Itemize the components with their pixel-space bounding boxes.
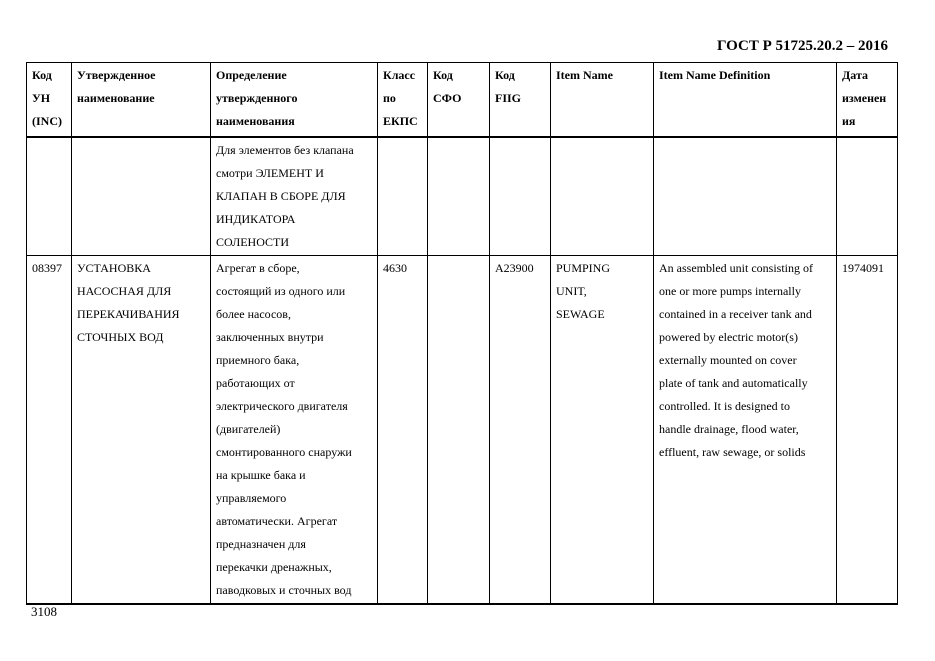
cell-approved-name: УСТАНОВКА НАСОСНАЯ ДЛЯ ПЕРЕКАЧИВАНИЯ СТОЧНЫХ ВОД [72, 256, 211, 605]
cell-item-name: PUMPING UNIT, SEWAGE [551, 256, 654, 605]
header-approved-name: Утвержденное наименование [72, 63, 211, 137]
cell-class: 4630 [378, 256, 428, 605]
header-sfo-code: Код СФО [428, 63, 490, 137]
table-row [27, 256, 898, 605]
table-header-row [27, 63, 898, 137]
header-change-date: Дата изменен ия [837, 63, 898, 137]
cell-item-name-definition: An assembled unit consisting of one or more pumps internally contained in a receiver tank and powered by electric motor(s) externally mounted on cover plate of tank and automatically controlled. It is designed to handle drainage, flood water, effluent, raw sewage, or solids [654, 256, 837, 605]
cell-inc [27, 137, 72, 256]
cell-definition: Для элементов без клапана смотри ЭЛЕМЕНТ И КЛАПАН В СБОРЕ ДЛЯ ИНДИКАТОРА СОЛЕНОСТИ [211, 137, 378, 256]
cell-change-date: 1974091 [837, 256, 898, 605]
cell-fiig-code: A23900 [490, 256, 551, 605]
cell-inc: 08397 [27, 256, 72, 605]
header-inc: Код УН (INC) [27, 63, 72, 137]
cell-item-name [551, 137, 654, 256]
header-definition: Определение утвержденного наименования [211, 63, 378, 137]
cell-class [378, 137, 428, 256]
cell-change-date [837, 137, 898, 256]
header-fiig-code: Код FIIG [490, 63, 551, 137]
cell-definition: Агрегат в сборе, состоящий из одного или более насосов, заключенных внутри приемного бака, работающих от электрического двигателя (двигателей) смонтированного снаружи на крышке бака и управляемого автоматически. Агрегат предназначен для перекачки дренажных, паводковых и сточных вод [211, 256, 378, 605]
header-item-name-definition: Item Name Definition [654, 63, 837, 137]
nomenclature-table [26, 62, 898, 605]
cell-sfo-code [428, 137, 490, 256]
cell-item-name-definition [654, 137, 837, 256]
cell-sfo-code [428, 256, 490, 605]
document-standard-number: ГОСТ Р 51725.20.2 – 2016 [716, 38, 888, 54]
cell-approved-name [72, 137, 211, 256]
page-number: 3108 [31, 604, 57, 619]
header-class: Класс по ЕКПС [378, 63, 428, 137]
header-item-name: Item Name [551, 63, 654, 137]
table-row [27, 137, 898, 256]
cell-fiig-code [490, 137, 551, 256]
